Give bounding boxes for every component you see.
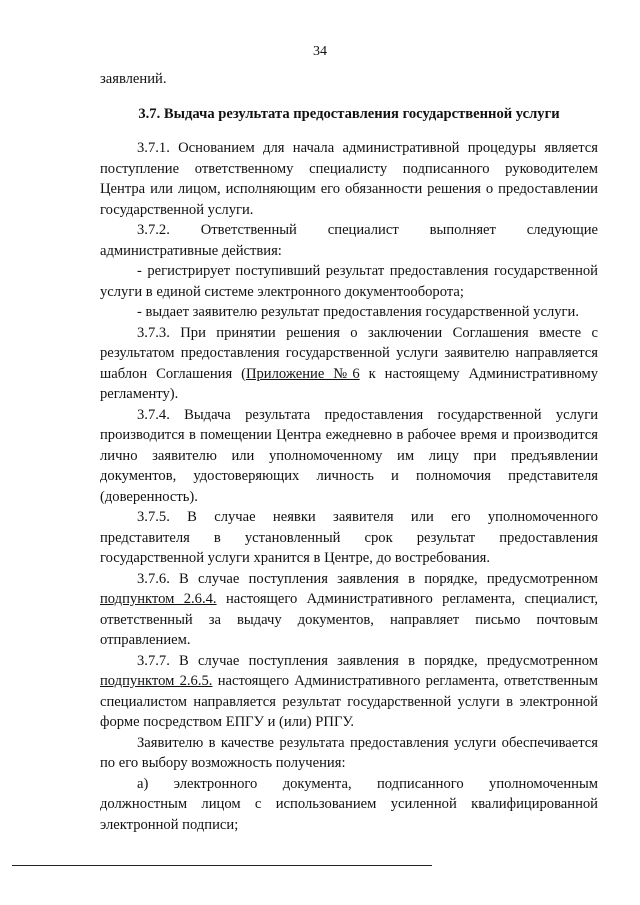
text-line: специалистом направляется результат государственной услуги в электронной <box>100 693 598 710</box>
text-line: государственной услуги. <box>100 201 254 218</box>
text-line: государственной услуги хранится в Центре, до востребования. <box>100 550 491 566</box>
text-segment: настоящего Административного регламента, специалист, <box>216 591 598 607</box>
text-line: 3.7.1. Основанием для начала административной процедуры является <box>137 140 598 156</box>
text-line: представителя в установленный срок результат предоставления <box>100 529 598 546</box>
text-line <box>100 671 598 692</box>
text-segment: настоящего Административного регламента, ответственным <box>212 673 598 689</box>
document-body <box>100 69 598 835</box>
text-line: поступление ответственному специалисту подписанного руководителем <box>100 160 598 177</box>
text-line: регламенту). <box>100 386 179 402</box>
text-line: заявлений. <box>100 71 167 87</box>
text-line <box>100 364 598 385</box>
appendix-6-link[interactable]: Приложение №6 <box>245 365 360 382</box>
text-line: отправлением. <box>100 632 191 648</box>
text-line: результатом предоставления государственной услуги заявителю направляется <box>100 345 598 361</box>
text-line: по его выбору возможность получения: <box>100 755 346 771</box>
text-line: 3.7.4. Выдача результата предоставления государственной услуги <box>137 406 598 423</box>
subclause-2-6-4-link[interactable]: подпунктом 2.6.4. <box>100 591 217 607</box>
text-line: должностным лицом с использованием усиленной квалифицированной <box>100 796 598 812</box>
text-line: документов, удостоверяющих личность и полномочия представителя <box>100 468 598 484</box>
text-line: 3.7.6. В случае поступления заявления в порядке, предусмотренном <box>137 570 598 587</box>
text-line: производится в помещении Центра ежедневно в рабочее время и производится <box>100 427 598 443</box>
text-line: - выдает заявителю результат предоставления государственной услуги. <box>137 304 579 320</box>
text-line: лично заявителю или уполномоченному им лицу при предъявлении <box>100 447 598 464</box>
text-segment: к настоящему Административному <box>359 365 599 382</box>
subclause-2-6-5-link[interactable]: подпунктом 2.6.5. <box>100 673 213 689</box>
text-segment: шаблон Соглашения ( <box>100 365 246 382</box>
page-number: 34 <box>313 44 327 59</box>
text-line: - регистрирует поступивший результат предоставления государственной <box>137 263 598 279</box>
text-line <box>100 589 598 610</box>
text-line: 3.7.3. При принятии решения о заключении Соглашения вместе с <box>137 324 598 341</box>
footer-divider <box>12 865 432 866</box>
text-line: 3.7.5. В случае неявки заявителя или его уполномоченного <box>137 509 598 525</box>
text-line: а) электронного документа, подписанного уполномоченным <box>137 775 598 792</box>
text-line: ответственный за выдачу документов, направляет письмо почтовым <box>100 611 598 628</box>
text-line: административные действия: <box>100 242 282 259</box>
text-line: электронной подписи; <box>100 816 239 833</box>
text-line: Заявителю в качестве результата предоставления услуги обеспечивается <box>137 734 598 751</box>
text-line: (доверенность). <box>100 488 198 505</box>
text-line: 3.7.2. Ответственный специалист выполняет следующие <box>137 222 598 238</box>
text-line: 3.7.7. В случае поступления заявления в порядке, предусмотренном <box>137 652 598 669</box>
text-line: Центра или лицом, исполняющим его обязанности решения о предоставлении <box>100 181 598 197</box>
section-heading: 3.7. Выдача результата предоставления государственной услуги <box>138 105 560 122</box>
text-line: форме посредством ЕПГУ и (или) РПГУ. <box>100 714 354 730</box>
text-line: услуги в единой системе электронного документооборота; <box>100 283 464 300</box>
